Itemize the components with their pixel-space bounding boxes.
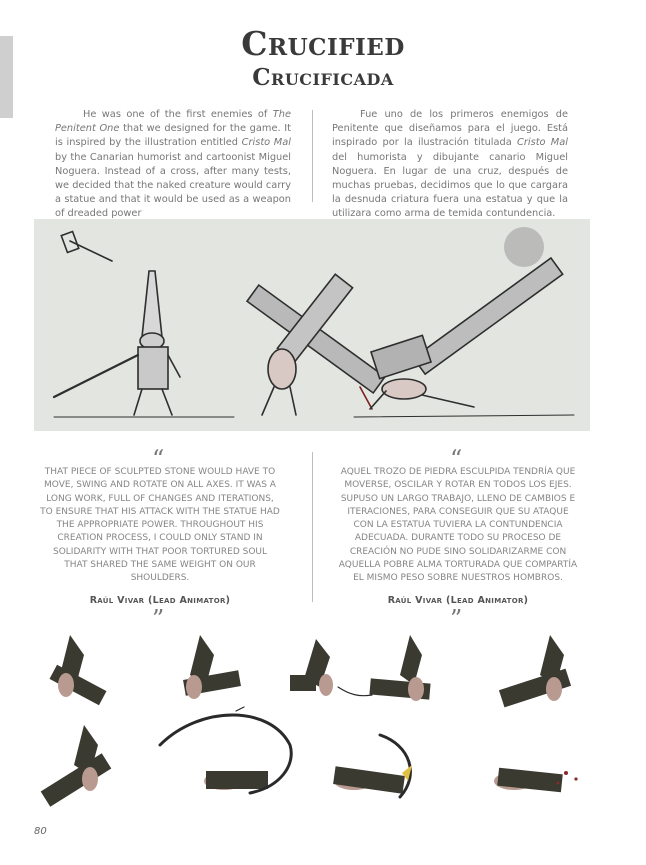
animation-frames-illustration: [0, 625, 646, 825]
intro-paragraph-en: He was one of the first enemies of The Penitent One that we designed for the game. It is inspired by the illustration entitled Cristo Mal by the Canarian humorist and cartoonist Miguel Noguera. Instead of a cross, after many tests, we decided that the naked creature would carry a statue and that it would be used as a weapon of dreaded power: [55, 109, 291, 220]
artwork-title: Cristo Mal: [241, 137, 291, 149]
quote-text-es: AQUEL TROZO DE PIEDRA ESCULPIDA TENDRÍA QUE MOVERSE, OSCILAR Y ROTAR EN TODOS LOS EJES. SUPUSO UN LARGO TRABAJO, LLENO DE CAMBIOS E ITERACIONES, PARA CONSEGUIR QUE SU ATAQUE CON LA ESTATUA TUVIERA LA CONTUNDENCIA ADECUADA. DURANTE TODO SU PROCESO DE CREACIÓN NO PUDE SINO SOLIDARIZARME CON AQUELLA POBRE ALMA TORTURADA QUE COMPARTÍA EL MISMO PESO SOBRE NUESTROS HOMBROS.: [338, 467, 578, 584]
quote-text-en: THAT PIECE OF SCULPTED STONE WOULD HAVE TO MOVE, SWING AND ROTATE ON ALL AXES. IT WAS A LONG WORK, FULL OF CHANGES AND ITERATIONS, TO ENSURE THAT HIS ATTACK WITH THE STATUE HAD THE APPROPRIATE POWER. THROUGHOUT HIS CREATION PROCESS, I COULD ONLY STAND IN SOLIDARITY WITH THAT POOR TORTURED SOUL THAT SHARED THE SAME WEIGHT ON OUR SHOULDERS.: [40, 467, 280, 584]
page-title: Crucified: [241, 24, 405, 63]
quote-close-mark-en: ”: [152, 605, 165, 633]
quote-open-mark-es: “: [450, 445, 463, 473]
concept-art-illustration: [34, 219, 590, 431]
quote-open-mark-en: “: [152, 445, 165, 473]
column-divider: [312, 110, 313, 202]
intro-paragraph-es: Fue uno de los primeros enemigos de Penitente que diseñamos para el juego. Está inspirado por la ilustración titulada Cristo Mal del humorista y dibujante canario Miguel Noguera. En lugar de una cruz, después de muchas pruebas, decidimos que lo que cargara la desnuda criatura fuera una estatua y que la utilizara como arma de temida contundencia.: [332, 109, 568, 220]
page-subtitle-es: Crucificada: [252, 64, 394, 91]
quote-author-es: Raúl Vivar (Lead Animator): [387, 595, 529, 606]
page-number: 80: [34, 826, 47, 837]
quote-author-en: Raúl Vivar (Lead Animator): [89, 595, 231, 606]
game-title: The Penitent One: [55, 109, 291, 135]
quote-close-mark-es: ”: [450, 605, 463, 633]
artwork-title: Cristo Mal: [517, 137, 568, 149]
column-divider: [312, 452, 313, 602]
